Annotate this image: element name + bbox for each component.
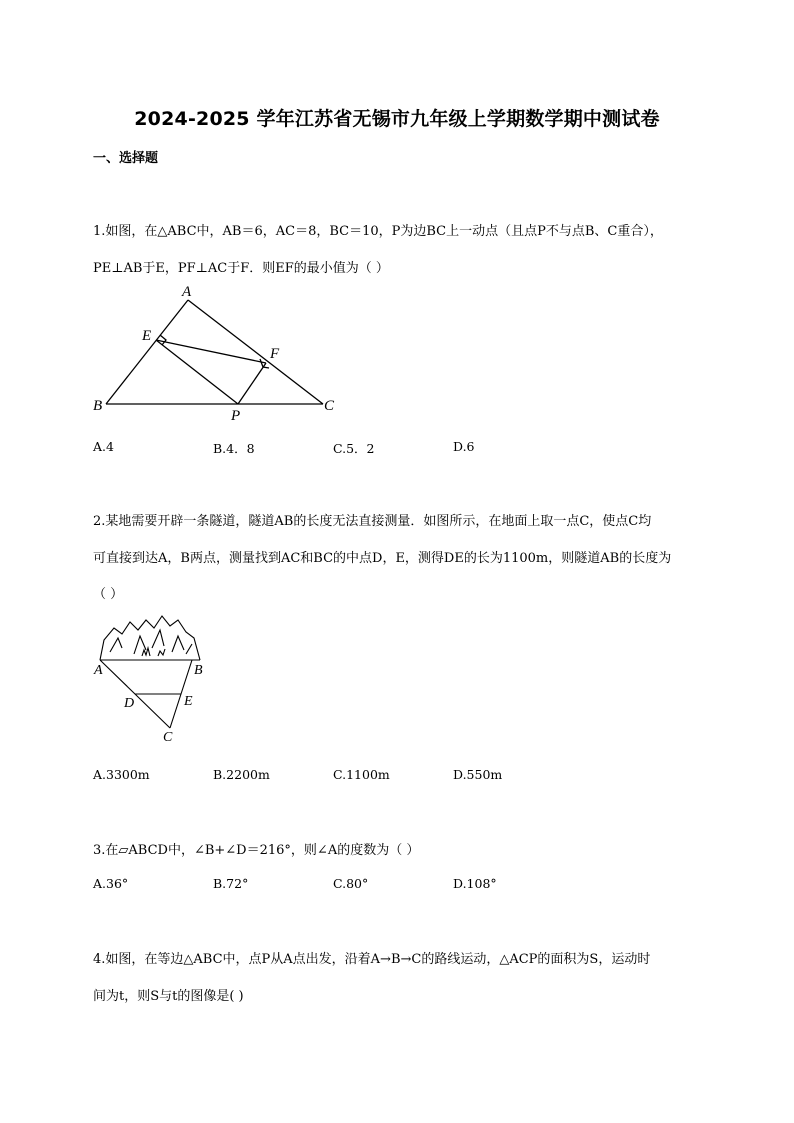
q2-option-b[interactable]: B.2200m (213, 767, 270, 782)
q1-text-line1: 1.如图，在△ABC中，AB＝6，AC＝8，BC＝10，P为边BC上一动点（且点P不与点B、C重合）， (93, 224, 663, 239)
q2-label-a: A (94, 663, 103, 678)
q4-text-line2: 间为t，则S与t的图像是( ) (93, 989, 244, 1004)
q2-tunnel-diagram (88, 612, 218, 747)
q2-label-d: D (124, 696, 135, 711)
q1-right-angle-f (260, 359, 269, 368)
q1-side-ab (106, 300, 188, 404)
q1-label-b: B (93, 398, 103, 414)
q2-text-line2: 可直接到达A，B两点，测量找到AC和BC的中点D，E，测得DE的长为1100m，则隧道AB的长度为 (93, 551, 672, 566)
q1-option-c[interactable]: C.5．2 (333, 441, 375, 456)
q1-side-ac (188, 300, 323, 404)
q1-label-p: P (231, 408, 241, 422)
section-heading: 一、选择题 (93, 151, 159, 166)
q2-label-e: E (184, 694, 193, 709)
q4-text-line1: 4.如图，在等边△ABC中，点P从A点出发，沿着A→B→C的路线运动，△ACP的面积为S，运动时 (93, 952, 651, 967)
q3-text-line1: 3.在▱ABCD中，∠B+∠D＝216°，则∠A的度数为（ ） (93, 843, 420, 858)
q2-mountain-outline (100, 616, 200, 660)
q1-label-e: E (142, 328, 152, 344)
q1-triangle-diagram (88, 282, 348, 422)
q3-option-b[interactable]: B.72° (213, 876, 249, 891)
q1-label-f: F (270, 346, 280, 362)
q1-segment-ef (156, 340, 266, 363)
q1-label-a: A (182, 284, 192, 300)
q3-option-d[interactable]: D.108° (453, 876, 497, 891)
q1-segment-pe (156, 340, 238, 404)
q1-text-line2: PE⊥AB于E，PF⊥AC于F．则EF的最小值为（ ） (93, 261, 389, 276)
q2-option-d[interactable]: D.550m (453, 767, 503, 782)
page-title: 2024-2025 学年江苏省无锡市九年级上学期数学期中测试卷 (134, 108, 660, 130)
q1-segment-pf (238, 363, 266, 404)
q1-option-a[interactable]: A.4 (93, 439, 114, 454)
q2-text-line1: 2.某地需要开辟一条隧道，隧道AB的长度无法直接测量．如图所示，在地面上取一点C，使点C均 (93, 514, 652, 529)
q1-option-d[interactable]: D.6 (453, 439, 475, 454)
q2-option-c[interactable]: C.1100m (333, 767, 390, 782)
q3-option-a[interactable]: A.36° (93, 876, 129, 891)
q2-option-a[interactable]: A.3300m (93, 767, 150, 782)
q1-option-b[interactable]: B.4．8 (213, 441, 255, 456)
q1-label-c: C (324, 398, 335, 414)
q2-label-c: C (163, 730, 173, 745)
q3-option-c[interactable]: C.80° (333, 876, 369, 891)
q2-label-b: B (194, 663, 203, 678)
q2-text-line3: （ ） (93, 587, 124, 602)
